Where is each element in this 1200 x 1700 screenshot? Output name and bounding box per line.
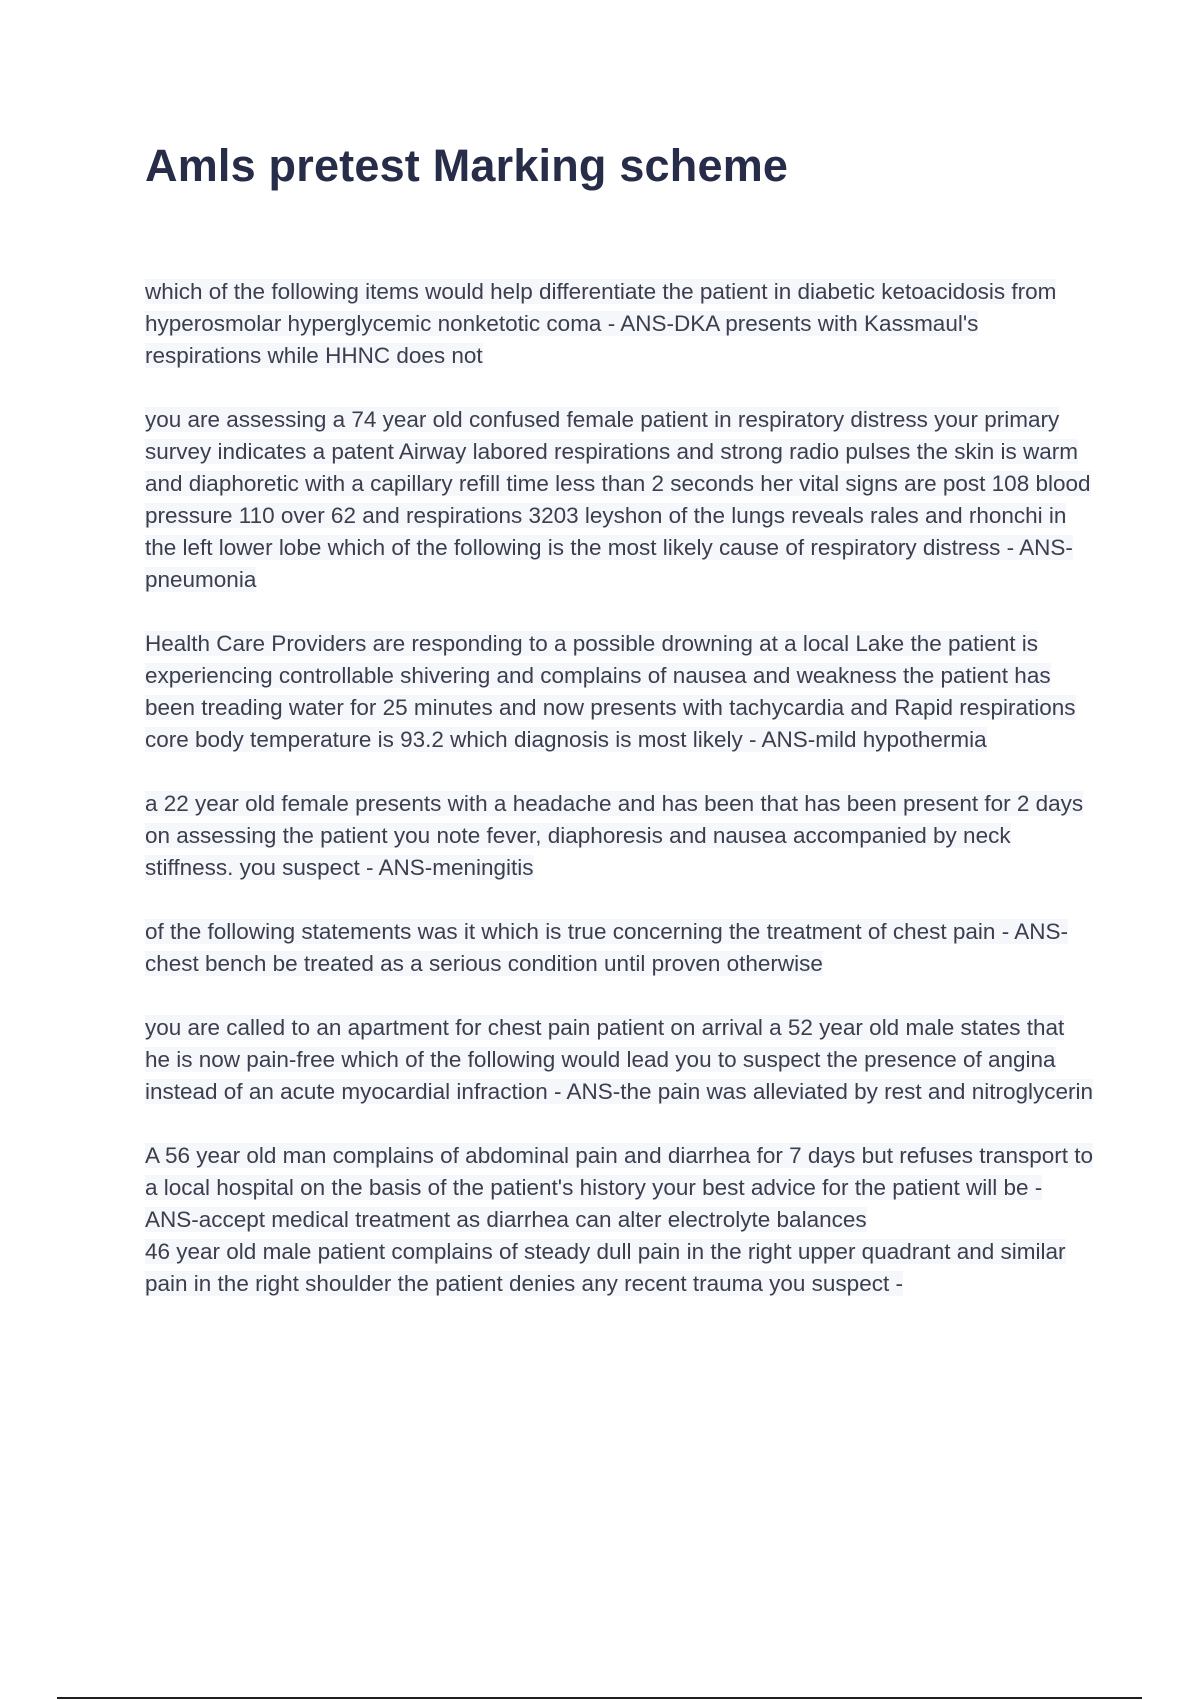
footer-divider <box>57 1697 1142 1699</box>
question-answer-2 <box>145 404 1095 596</box>
page-title: Amls pretest Marking scheme <box>145 140 789 191</box>
question-answer-text: 46 year old male patient complains of steady dull pain in the right upper quadrant and similar pain in the right shoulder the patient denies any recent trauma you suspect - <box>145 1239 1066 1296</box>
question-answer-text: A 56 year old man complains of abdominal pain and diarrhea for 7 days but refuses transport to a local hospital on the basis of the patient's history your best advice for the patient will be - ANS-accept medical treatment as diarrhea can alter electrolyte balances <box>145 1143 1094 1232</box>
question-list <box>145 276 1095 1300</box>
question-answer-7 <box>145 1140 1095 1236</box>
question-answer-8 <box>145 1236 1095 1300</box>
question-answer-1 <box>145 276 1095 372</box>
question-answer-text: which of the following items would help differentiate the patient in diabetic ketoacidosis from hyperosmolar hyperglycemic nonketotic coma - ANS-DKA presents with Kassmaul's respirations while HHNC does not <box>145 279 1057 368</box>
question-answer-text: of the following statements was it which is true concerning the treatment of chest pain - ANS-chest bench be treated as a serious condition until proven otherwise <box>145 919 1068 976</box>
question-answer-text: you are assessing a 74 year old confused female patient in respiratory distress your primary survey indicates a patent Airway labored respirations and strong radio pulses the skin is warm and diaphoretic with a capillary refill time less than 2 seconds her vital signs are post 108 blood pressure 110 over 62 and respirations 3203 leyshon of the lungs reveals rales and rhonchi in the left lower lobe which of the following is the most likely cause of respiratory distress - ANS-pneumonia <box>145 407 1091 592</box>
question-answer-text: a 22 year old female presents with a headache and has been that has been present for 2 days on assessing the patient you note fever, diaphoresis and nausea accompanied by neck stiffness. you suspect - ANS-meningitis <box>145 791 1084 880</box>
question-answer-5 <box>145 916 1095 980</box>
question-answer-3 <box>145 628 1095 756</box>
question-answer-text: you are called to an apartment for chest pain patient on arrival a 52 year old male states that he is now pain-free which of the following would lead you to suspect the presence of angina instead of an acute myocardial infraction - ANS-the pain was alleviated by rest and nitroglycerin <box>145 1015 1093 1104</box>
question-answer-4 <box>145 788 1095 884</box>
question-answer-6 <box>145 1012 1095 1108</box>
question-answer-text: Health Care Providers are responding to a possible drowning at a local Lake the patient is experiencing controllable shivering and complains of nausea and weakness the patient has been treading water for 25 minutes and now presents with tachycardia and Rapid respirations core body temperature is 93.2 which diagnosis is most likely - ANS-mild hypothermia <box>145 631 1076 752</box>
